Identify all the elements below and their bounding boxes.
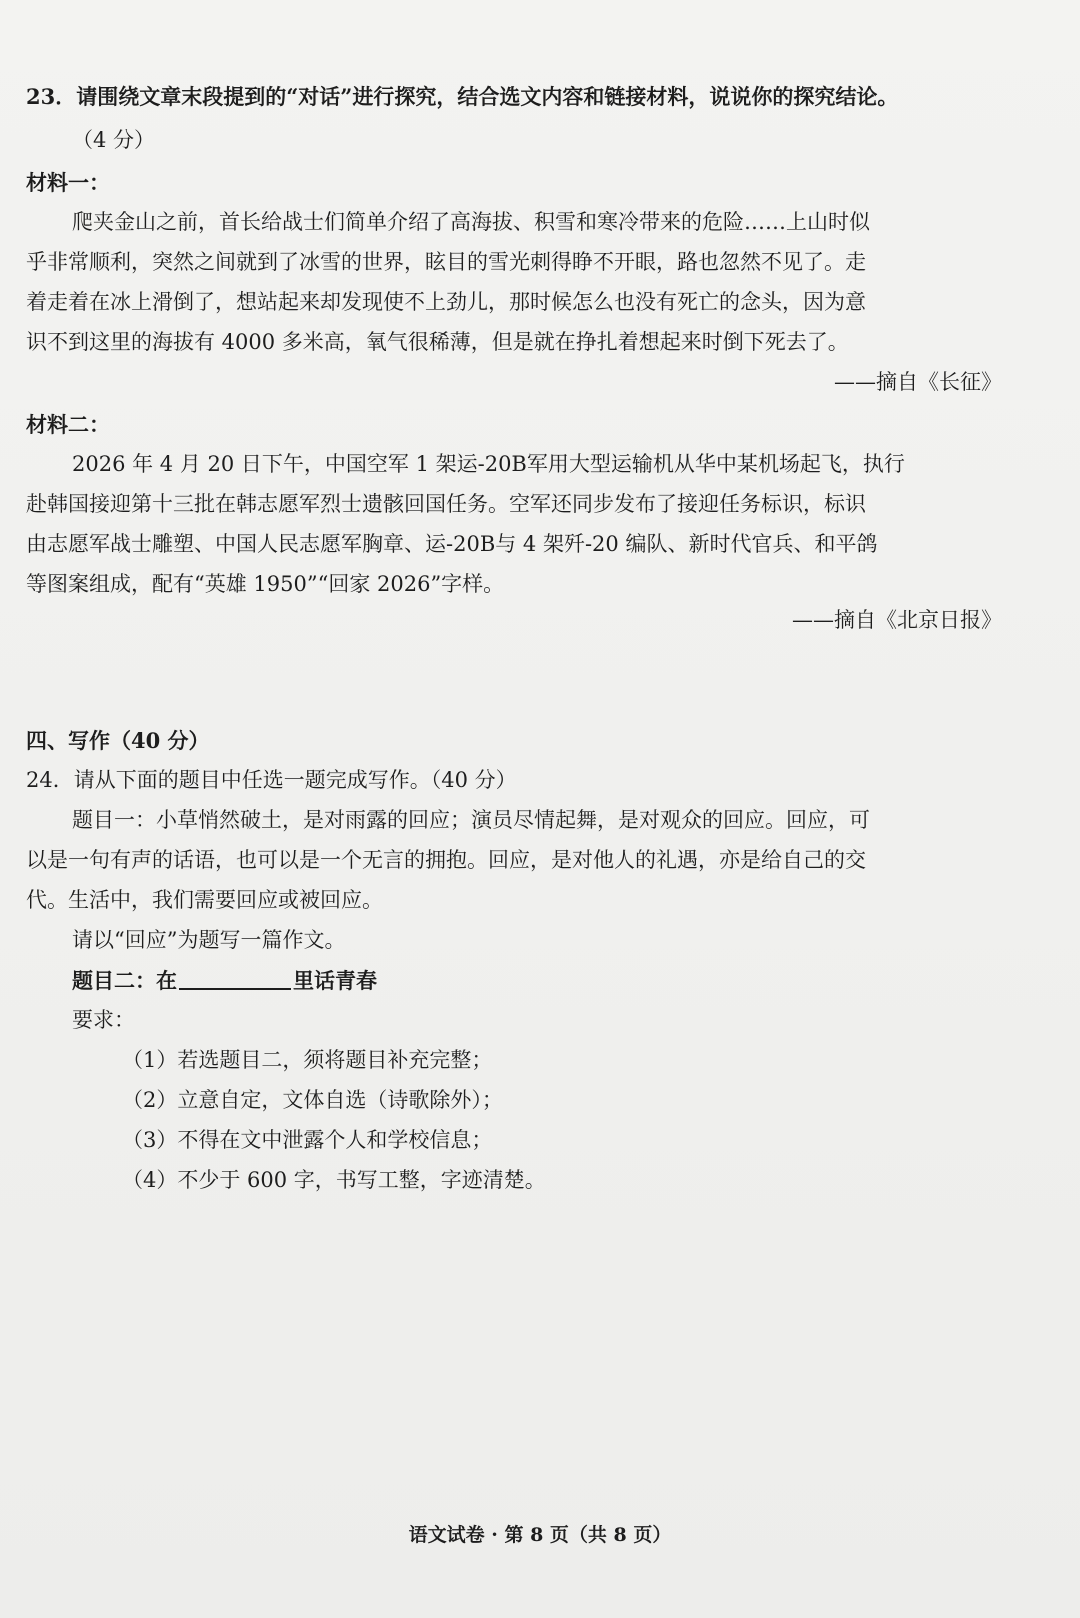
material1-line: 着走着在冰上滑倒了，想站起来却发现使不上劲儿，那时候怎么也没有死亡的念头，因为意 (26, 290, 866, 314)
material1-line: 爬夹金山之前，首长给战士们简单介绍了高海拔、积雪和寒冷带来的危险……上山时似 (72, 210, 870, 234)
material1-line: 识不到这里的海拔有 4000 多米高，氧气很稀薄，但是就在挣扎着想起来时倒下死去了。 (26, 330, 849, 354)
q24-stem: 24．请从下面的题目中任选一题完成写作。（40 分） (26, 768, 517, 792)
material1-line: 乎非常顺利，突然之间就到了冰雪的世界，眩目的雪光刺得睁不开眼，路也忽然不见了。走 (26, 250, 866, 274)
topic2-suffix: 里话青春 (293, 968, 377, 993)
topic2-prefix: 题目二：在 (72, 968, 177, 993)
topic2-blank (179, 970, 291, 990)
requirements-heading: 要求： (72, 1008, 135, 1032)
requirement-item: （1）若选题目二，须将题目补充完整； (122, 1048, 493, 1072)
section4-heading: 四、写作（40 分） (26, 728, 210, 753)
topic1-instruction: 请以“回应”为题写一篇作文。 (72, 928, 346, 952)
q23-stem: 23．请围绕文章末段提到的“对话”进行探究，结合选文内容和链接材料，说说你的探究结论。 (26, 84, 899, 109)
requirement-item: （4）不少于 600 字，书写工整，字迹清楚。 (122, 1168, 546, 1192)
topic1-line: 代。生活中，我们需要回应或被回应。 (26, 888, 383, 912)
material2-line: 由志愿军战士雕塑、中国人民志愿军胸章、运-20B与 4 架歼-20 编队、新时代官兵、和平鸽 (26, 532, 878, 556)
q23-score: （4 分） (72, 128, 156, 152)
material2-heading: 材料二： (26, 412, 110, 437)
material2-line: 等图案组成，配有“英雄 1950”“回家 2026”字样。 (26, 572, 505, 596)
topic1-line: 以是一句有声的话语，也可以是一个无言的拥抱。回应，是对他人的礼遇，亦是给自己的交 (26, 848, 866, 872)
topic1-line: 题目一：小草悄然破土，是对雨露的回应；演员尽情起舞，是对观众的回应。回应，可 (72, 808, 870, 832)
material2-line: 2026 年 4 月 20 日下午，中国空军 1 架运-20B军用大型运输机从华中某机场起飞，执行 (72, 452, 905, 476)
requirement-item: （2）立意自定，文体自选（诗歌除外）； (122, 1088, 503, 1112)
material2-line: 赴韩国接迎第十三批在韩志愿军烈士遗骸回国任务。空军还同步发布了接迎任务标识，标识 (26, 492, 866, 516)
page-footer: 语文试卷 · 第 8 页（共 8 页） (408, 1524, 672, 1546)
material2-source: ——摘自《北京日报》 (792, 608, 1002, 632)
material1-heading: 材料一： (26, 170, 110, 195)
topic2-title (72, 970, 377, 991)
material1-source: ——摘自《长征》 (834, 370, 1002, 394)
requirement-item: （3）不得在文中泄露个人和学校信息； (122, 1128, 493, 1152)
